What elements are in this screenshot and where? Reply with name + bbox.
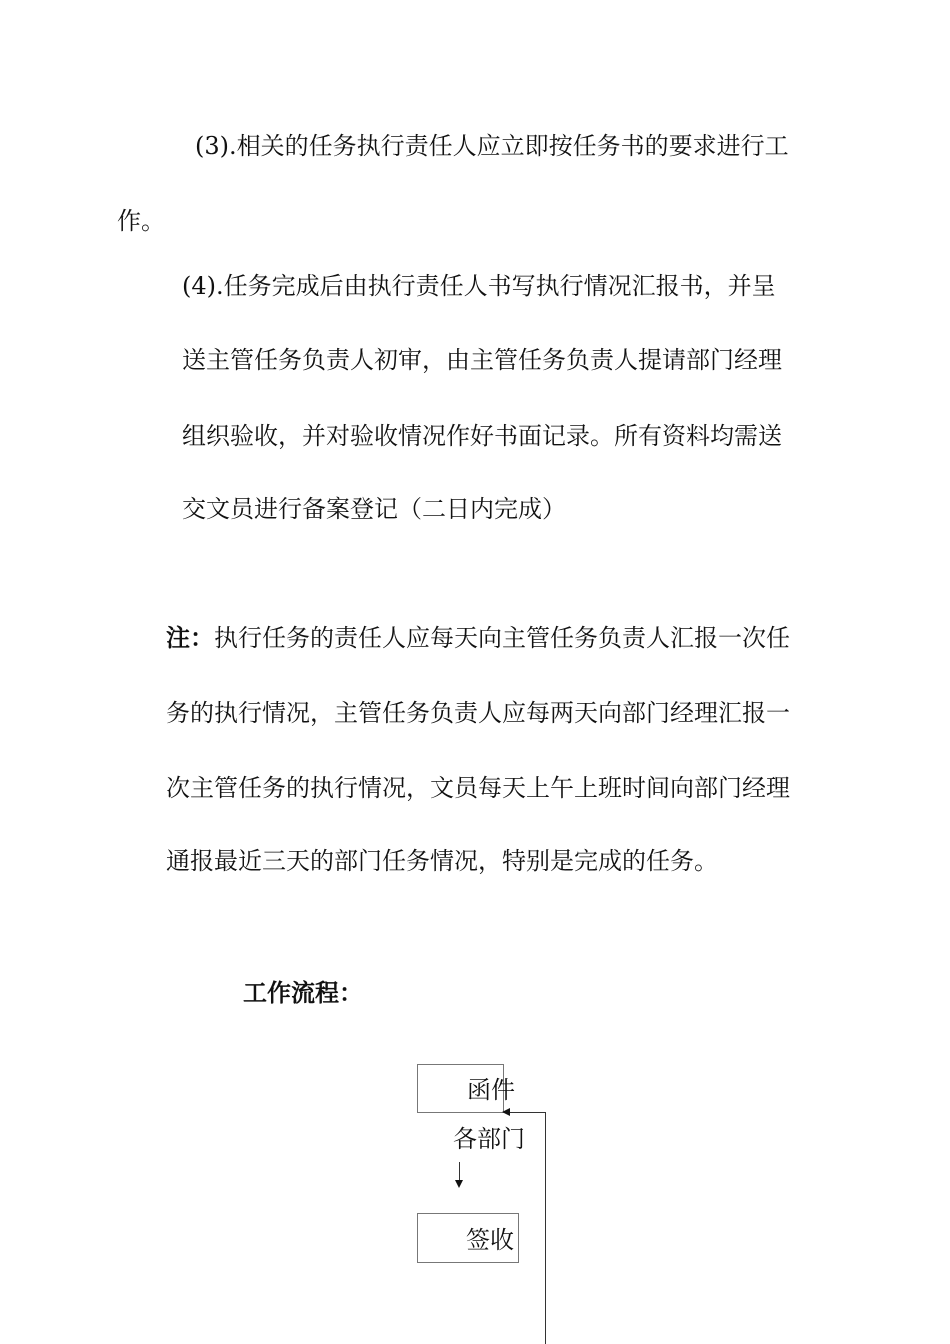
flow-connector-label: 各部门 [453,1125,525,1153]
note-line-1 [166,622,790,654]
flow-return-arrow [502,1108,510,1116]
flow-box-letter-label: 函件 [467,1076,515,1104]
note-line-1-text: 执行任务的责任人应每天向主管任务负责人汇报一次任 [214,624,790,652]
note-line-3: 次主管任务的执行情况，文员每天上午上班时间向部门经理 [166,774,790,802]
workflow-title: 工作流程： [243,978,363,1007]
para-4-line-4: 交文员进行备案登记（二日内完成） [182,495,566,523]
note-label: 注： [166,623,214,652]
note-line-4: 通报最近三天的部门任务情况，特别是完成的任务。 [166,847,718,875]
flow-box-signoff-label: 签收 [466,1226,514,1254]
para-4-line-2: 送主管任务负责人初审，由主管任务负责人提请部门经理 [182,346,782,374]
flow-return-line-vertical [545,1112,546,1344]
para-3-line-1: (3).相关的任务执行责任人应立即按任务书的要求进行工 [195,132,789,160]
flow-return-line-horizontal [509,1112,546,1113]
flow-down-arrow [455,1180,463,1188]
note-line-2: 务的执行情况，主管任务负责人应每两天向部门经理汇报一 [166,699,790,727]
para-4-line-3: 组织验收，并对验收情况作好书面记录。所有资料均需送 [182,422,782,450]
para-4-line-1: (4).任务完成后由执行责任人书写执行情况汇报书，并呈 [182,272,776,300]
flow-down-line [459,1162,460,1180]
para-3-line-2: 作。 [117,207,165,235]
